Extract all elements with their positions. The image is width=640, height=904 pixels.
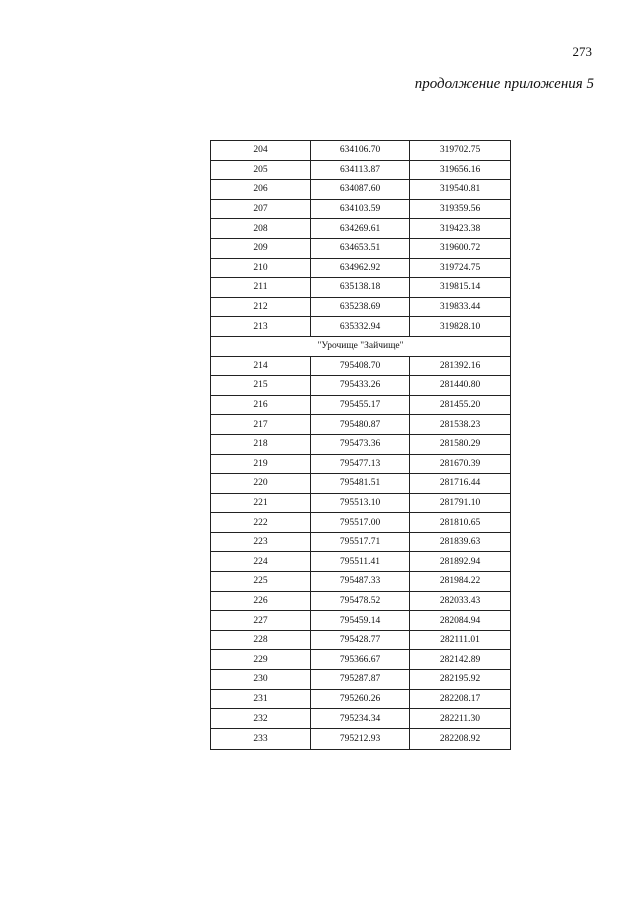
table-row [211, 513, 511, 533]
y-coordinate-cell: 282208.17 [410, 689, 511, 709]
y-coordinate-cell: 281716.44 [410, 474, 511, 494]
y-coordinate-cell: 319359.56 [410, 199, 511, 219]
x-coordinate-cell: 795287.87 [311, 670, 410, 690]
table-row [211, 532, 511, 552]
x-coordinate-cell: 795212.93 [311, 728, 410, 749]
y-coordinate-cell: 282195.92 [410, 670, 511, 690]
table-row [211, 317, 511, 337]
x-coordinate-cell: 795478.52 [311, 591, 410, 611]
point-number-cell: 207 [211, 199, 311, 219]
y-coordinate-cell: 281440.80 [410, 376, 511, 396]
table-row [211, 728, 511, 749]
y-coordinate-cell: 281984.22 [410, 572, 511, 592]
x-coordinate-cell: 795408.70 [311, 356, 410, 376]
y-coordinate-cell: 281892.94 [410, 552, 511, 572]
x-coordinate-cell: 795517.00 [311, 513, 410, 533]
x-coordinate-cell: 634653.51 [311, 238, 410, 258]
coordinates-table-body [211, 141, 511, 750]
y-coordinate-cell: 281839.63 [410, 532, 511, 552]
x-coordinate-cell: 795473.36 [311, 434, 410, 454]
table-row [211, 258, 511, 278]
point-number-cell: 219 [211, 454, 311, 474]
table-row [211, 591, 511, 611]
table-row [211, 474, 511, 494]
point-number-cell: 227 [211, 611, 311, 631]
y-coordinate-cell: 319815.14 [410, 278, 511, 298]
x-coordinate-cell: 795513.10 [311, 493, 410, 513]
y-coordinate-cell: 282111.01 [410, 630, 511, 650]
x-coordinate-cell: 635238.69 [311, 297, 410, 317]
y-coordinate-cell: 282084.94 [410, 611, 511, 631]
x-coordinate-cell: 634087.60 [311, 180, 410, 200]
y-coordinate-cell: 319724.75 [410, 258, 511, 278]
point-number-cell: 205 [211, 160, 311, 180]
point-number-cell: 225 [211, 572, 311, 592]
point-number-cell: 221 [211, 493, 311, 513]
point-number-cell: 210 [211, 258, 311, 278]
x-coordinate-cell: 634103.59 [311, 199, 410, 219]
x-coordinate-cell: 635138.18 [311, 278, 410, 298]
table-row [211, 572, 511, 592]
x-coordinate-cell: 795433.26 [311, 376, 410, 396]
y-coordinate-cell: 281455.20 [410, 395, 511, 415]
point-number-cell: 233 [211, 728, 311, 749]
point-number-cell: 212 [211, 297, 311, 317]
table-row [211, 238, 511, 258]
point-number-cell: 229 [211, 650, 311, 670]
coordinates-table [210, 140, 511, 750]
x-coordinate-cell: 795459.14 [311, 611, 410, 631]
x-coordinate-cell: 795428.77 [311, 630, 410, 650]
point-number-cell: 215 [211, 376, 311, 396]
y-coordinate-cell: 281392.16 [410, 356, 511, 376]
point-number-cell: 206 [211, 180, 311, 200]
point-number-cell: 214 [211, 356, 311, 376]
point-number-cell: 211 [211, 278, 311, 298]
table-row [211, 278, 511, 298]
table-row [211, 611, 511, 631]
y-coordinate-cell: 319540.81 [410, 180, 511, 200]
y-coordinate-cell: 281538.23 [410, 415, 511, 435]
table-row [211, 709, 511, 729]
point-number-cell: 216 [211, 395, 311, 415]
x-coordinate-cell: 795487.33 [311, 572, 410, 592]
y-coordinate-cell: 319702.75 [410, 141, 511, 161]
table-row [211, 297, 511, 317]
point-number-cell: 213 [211, 317, 311, 337]
section-label: "Урочище "Зайчище" [211, 336, 511, 356]
y-coordinate-cell: 281580.29 [410, 434, 511, 454]
point-number-cell: 224 [211, 552, 311, 572]
point-number-cell: 223 [211, 532, 311, 552]
table-row [211, 670, 511, 690]
y-coordinate-cell: 319833.44 [410, 297, 511, 317]
point-number-cell: 209 [211, 238, 311, 258]
y-coordinate-cell: 282208.92 [410, 728, 511, 749]
x-coordinate-cell: 634106.70 [311, 141, 410, 161]
table-row [211, 434, 511, 454]
point-number-cell: 222 [211, 513, 311, 533]
section-row [211, 336, 511, 356]
table-row [211, 160, 511, 180]
table-row [211, 395, 511, 415]
point-number-cell: 208 [211, 219, 311, 239]
table-row [211, 199, 511, 219]
point-number-cell: 230 [211, 670, 311, 690]
x-coordinate-cell: 795517.71 [311, 532, 410, 552]
x-coordinate-cell: 634269.61 [311, 219, 410, 239]
table-row [211, 415, 511, 435]
table-row [211, 376, 511, 396]
y-coordinate-cell: 281791.10 [410, 493, 511, 513]
y-coordinate-cell: 319600.72 [410, 238, 511, 258]
y-coordinate-cell: 282033.43 [410, 591, 511, 611]
x-coordinate-cell: 795477.13 [311, 454, 410, 474]
table-row [211, 689, 511, 709]
x-coordinate-cell: 795481.51 [311, 474, 410, 494]
y-coordinate-cell: 319656.16 [410, 160, 511, 180]
table-row [211, 180, 511, 200]
point-number-cell: 220 [211, 474, 311, 494]
point-number-cell: 204 [211, 141, 311, 161]
page-number: 273 [572, 44, 592, 59]
x-coordinate-cell: 634113.87 [311, 160, 410, 180]
y-coordinate-cell: 281810.65 [410, 513, 511, 533]
x-coordinate-cell: 795366.67 [311, 650, 410, 670]
point-number-cell: 232 [211, 709, 311, 729]
table-row [211, 141, 511, 161]
y-coordinate-cell: 319423.38 [410, 219, 511, 239]
x-coordinate-cell: 795480.87 [311, 415, 410, 435]
table-row [211, 356, 511, 376]
x-coordinate-cell: 634962.92 [311, 258, 410, 278]
table-row [211, 454, 511, 474]
y-coordinate-cell: 319828.10 [410, 317, 511, 337]
x-coordinate-cell: 635332.94 [311, 317, 410, 337]
point-number-cell: 231 [211, 689, 311, 709]
point-number-cell: 217 [211, 415, 311, 435]
table-row [211, 650, 511, 670]
x-coordinate-cell: 795260.26 [311, 689, 410, 709]
table-row [211, 552, 511, 572]
x-coordinate-cell: 795511.41 [311, 552, 410, 572]
page-subtitle: продолжение приложения 5 [414, 76, 594, 92]
table-row [211, 493, 511, 513]
point-number-cell: 226 [211, 591, 311, 611]
y-coordinate-cell: 281670.39 [410, 454, 511, 474]
x-coordinate-cell: 795455.17 [311, 395, 410, 415]
y-coordinate-cell: 282142.89 [410, 650, 511, 670]
point-number-cell: 218 [211, 434, 311, 454]
point-number-cell: 228 [211, 630, 311, 650]
x-coordinate-cell: 795234.34 [311, 709, 410, 729]
table-row [211, 630, 511, 650]
table-row [211, 219, 511, 239]
y-coordinate-cell: 282211.30 [410, 709, 511, 729]
